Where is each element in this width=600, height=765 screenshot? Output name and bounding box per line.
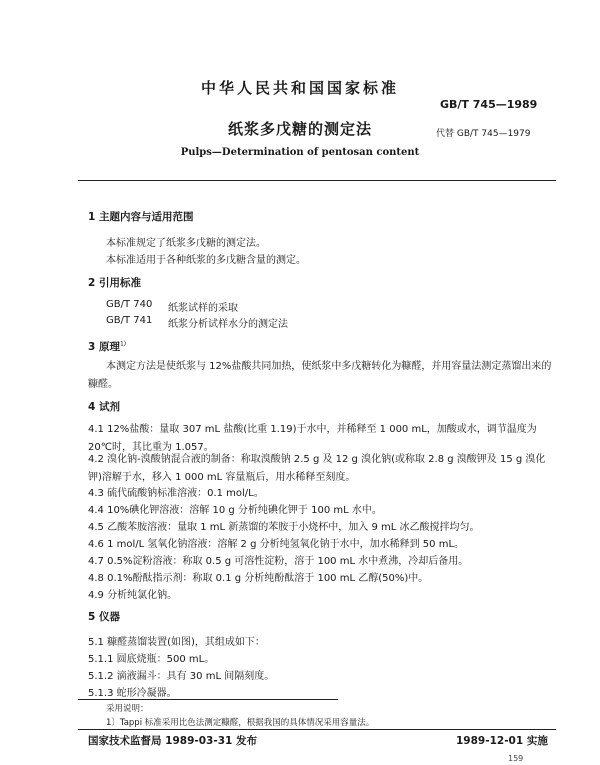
approval-date: 国家技术监督局 1989-03-31 发布	[88, 735, 257, 747]
section-2-heading: 2 引用标准	[88, 277, 141, 289]
section-1-paragraph: 本标准适用于各种纸浆的多戊糖含量的测定。	[106, 255, 306, 266]
replaces-standard: 代替 GB/T 745—1979	[436, 129, 531, 139]
notes-label: 采用说明：	[106, 704, 149, 714]
footnote-marker: 1)	[119, 340, 127, 348]
reagent-item: 4.7 0.5%淀粉溶液：称取 0.5 g 可溶性淀粉，溶于 100 mL 水中煮沸，冷却后备用。	[88, 556, 469, 567]
section-4-heading: 4 试剂	[88, 401, 120, 413]
reagent-item: 4.3 硫代硫酸钠标准溶液：0.1 mol/L。	[88, 488, 264, 499]
reference-code: GB/T 741	[106, 315, 153, 326]
standard-number: GB/T 745—1989	[440, 98, 538, 111]
reagent-item: 4.6 1 mol/L 氢氧化钠溶液：溶解 2 g 分析纯氢氧化钠于水中，加水稀释到 50 mL。	[88, 539, 465, 550]
footer-divider	[78, 729, 556, 730]
document-title: 纸浆多戊糖的测定法	[227, 120, 372, 138]
header-divider	[78, 180, 556, 181]
reagent-item: 4.2 溴化钠-溴酸钠混合液的制备：称取溴酸钠 2.5 g 及 12 g 溴化钠(或称取 2.8 g 溴酸钾及 15 g 溴化钾)溶解于水，移入 1 000 mL 容量瓶后，用水稀释至刻度。	[88, 454, 546, 483]
reference-title: 纸浆试样的采取	[168, 303, 238, 314]
notes-divider	[78, 699, 338, 700]
section-1-heading: 1 主题内容与适用范围	[88, 211, 194, 223]
section-3-heading	[88, 339, 126, 354]
apparatus-item: 5.1.2 滴液漏斗：具有 30 mL 间隔刻度。	[88, 671, 275, 682]
reagent-item: 4.5 乙酸苯胺溶液：量取 1 mL 新蒸馏的苯胺于小烧杯中，加入 9 mL 冰乙酸搅拌均匀。	[88, 522, 480, 533]
reference-title: 纸浆分析试样水分的测定法	[168, 319, 288, 330]
apparatus-item: 5.1 糠醛蒸馏装置(如图)，其组成如下：	[88, 637, 265, 648]
section-5-heading: 5 仪器	[88, 611, 120, 623]
reagent-item: 4.4 10%碘化钾溶液：溶解 10 g 分析纯碘化钾于 100 mL 水中。	[88, 505, 382, 516]
apparatus-item: 5.1.3 蛇形冷凝器。	[88, 688, 177, 699]
reagent-item: 4.8 0.1%酚酞指示剂：称取 0.1 g 分析纯酚酞溶于 100 mL 乙醇(50%)中。	[88, 573, 429, 584]
national-standard-heading: 中华人民共和国国家标准	[200, 79, 399, 97]
english-title: Pulps—Determination of pentosan content	[180, 147, 420, 158]
reagent-item: 4.9 分析纯氯化钠。	[88, 590, 178, 601]
reference-code: GB/T 740	[106, 299, 153, 310]
footnote-text: 1〕Tappi 标准采用比色法测定糠醛，根据我国的具体情况采用容量法。	[106, 718, 375, 728]
effective-date: 1989-12-01 实施	[456, 735, 548, 747]
section-3-paragraph: 本测定方法是使纸浆与 12%盐酸共同加热，使纸浆中多戊糖转化为糠醛，并用容量法测定蒸馏出来的糠醛。	[88, 361, 552, 390]
section-3-heading-text: 3 原理	[88, 341, 120, 353]
section-1-paragraph: 本标准规定了纸浆多戊糖的测定法。	[106, 238, 266, 249]
page-number: 159	[508, 754, 524, 763]
apparatus-item: 5.1.1 圆底烧瓶：500 mL。	[88, 654, 215, 665]
reagent-item: 4.1 12%盐酸：量取 307 mL 盐酸(比重 1.19)于水中，并稀释至 1 000 mL，加酸或水，调节温度为 20℃时，其比重为 1.057。	[88, 424, 537, 453]
